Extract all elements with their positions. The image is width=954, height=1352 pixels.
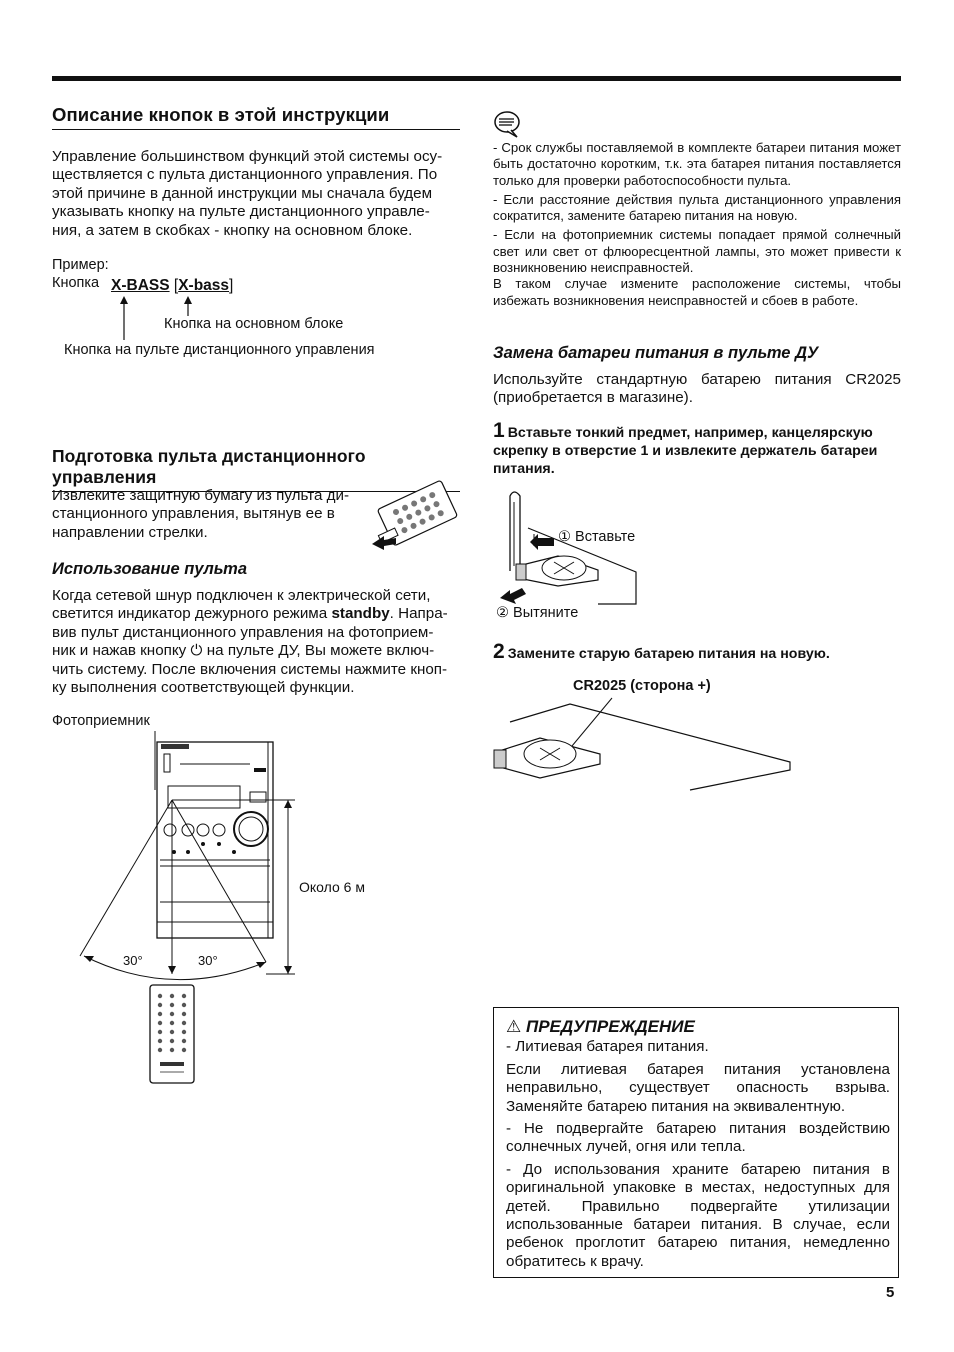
section-title-remote-prep: Подготовка пульта дистанционного управления bbox=[52, 446, 460, 492]
distance-label: Около 6 м bbox=[299, 879, 365, 895]
section-title-buttons: Описание кнопок в этой инструкции bbox=[52, 104, 460, 130]
unit-key-example: X-bass bbox=[178, 277, 230, 294]
remote-key-example: X-BASS bbox=[111, 277, 170, 294]
angle-right-label: 30° bbox=[198, 953, 218, 968]
battery-replace-illustration bbox=[490, 692, 800, 792]
example-keys: X-BASS [X-bass] bbox=[111, 277, 234, 294]
example-label: Пример: bbox=[52, 257, 109, 273]
remote-prep-paragraph: Извлеките защитную бумагу из пульта ди- станционного управления, вытянув ее в направлении стрелки. bbox=[52, 487, 350, 541]
speech-bubble-icon bbox=[493, 110, 523, 138]
warning-item: - Литиевая батарея питания. bbox=[506, 1038, 709, 1056]
note-item: - Если на фотоприемник системы попадает прямой солнечный свет или свет от флюоресцентной лампы, это может привести к возникновению неисправностей. bbox=[493, 227, 901, 276]
battery-subtitle: Замена батареи питания в пульте ДУ bbox=[493, 344, 819, 362]
remote-caption: Кнопка на пульте дистанционного управления bbox=[64, 342, 375, 358]
warning-item: - Не подвергайте батарею питания воздействию солнечных лучей, огня или тепла. bbox=[506, 1120, 890, 1156]
page-number: 5 bbox=[886, 1284, 895, 1301]
note-item: В таком случае измените расположение системы, чтобы избежать возникновения неисправностей и сбоев в работе. bbox=[493, 276, 901, 308]
warning-item: Если литиевая батарея питания установлена неправильно, существует опасность взрыва. Заменяйте батарею питания на эквивалентную. bbox=[506, 1060, 890, 1115]
notes-list bbox=[493, 140, 901, 312]
unit-caption: Кнопка на основном блоке bbox=[164, 316, 344, 332]
insert-clip-illustration bbox=[488, 486, 648, 618]
insert-label: ① Вставьте bbox=[558, 529, 636, 545]
button-word: Кнопка bbox=[52, 275, 100, 291]
usage-subtitle: Использование пульта bbox=[52, 560, 248, 578]
note-item: - Срок службы поставляемой в комплекте батареи питания может быть достаточно коротким, т.к. эта батарея питания поставляется только для проверки работоспособности пульта. bbox=[493, 140, 901, 188]
warning-item: - До использования храните батарею питания в оригинальной упаковке в местах, недоступных для детей. Правильно подвергайте утилизации использованные батареи питания. В случае, если ребенок проглотит батарею питания, немедленно обратитесь к врачу. bbox=[506, 1160, 890, 1270]
cr2025-label: CR2025 (сторона +) bbox=[573, 678, 711, 694]
step-2: 2 Замените старую батарею питания на новую. bbox=[493, 640, 830, 663]
step-1: 1 Вставьте тонкий предмет, например, канцелярскую скрепку в отверстие 1 и извлеките держатель батареи питания. bbox=[493, 419, 878, 477]
warning-box bbox=[493, 1007, 899, 1278]
pull-label: ② Вытяните bbox=[496, 605, 579, 621]
buttons-paragraph: Управление большинством функций этой системы осу- ществляется с пульта дистанционного управления. По этой причине в данной инструкции мы сначала будем указывать кнопку на пульте дистанционного управле- ния, а затем в скобках - кнопку на основном блоке. bbox=[52, 148, 443, 239]
photo-receiver-label: Фотоприемник bbox=[52, 713, 150, 729]
power-icon: ⏻ bbox=[190, 642, 203, 660]
angle-left-label: 30° bbox=[123, 953, 143, 968]
battery-intro: Используйте стандартную батарею питания CR2025 (приобретается в магазине). bbox=[493, 371, 901, 407]
usage-paragraph: Когда сетевой шнур подключен к электрической сети, светится индикатор дежурного режима standby. Напра- вив пульт дистанционного управления на фотоприем- ник и нажав кнопку ⏻ на пульте ДУ, Вы можете включ- чить систему. После включения системы нажмите кноп- ку выполнения соответствующей функции. bbox=[52, 587, 448, 697]
note-item: - Если расстояние действия пульта дистанционного управления сократится, замените батарею питания на новую. bbox=[493, 191, 901, 224]
warning-title: ⚠ ПРЕДУПРЕЖДЕНИЕ bbox=[506, 1017, 695, 1036]
